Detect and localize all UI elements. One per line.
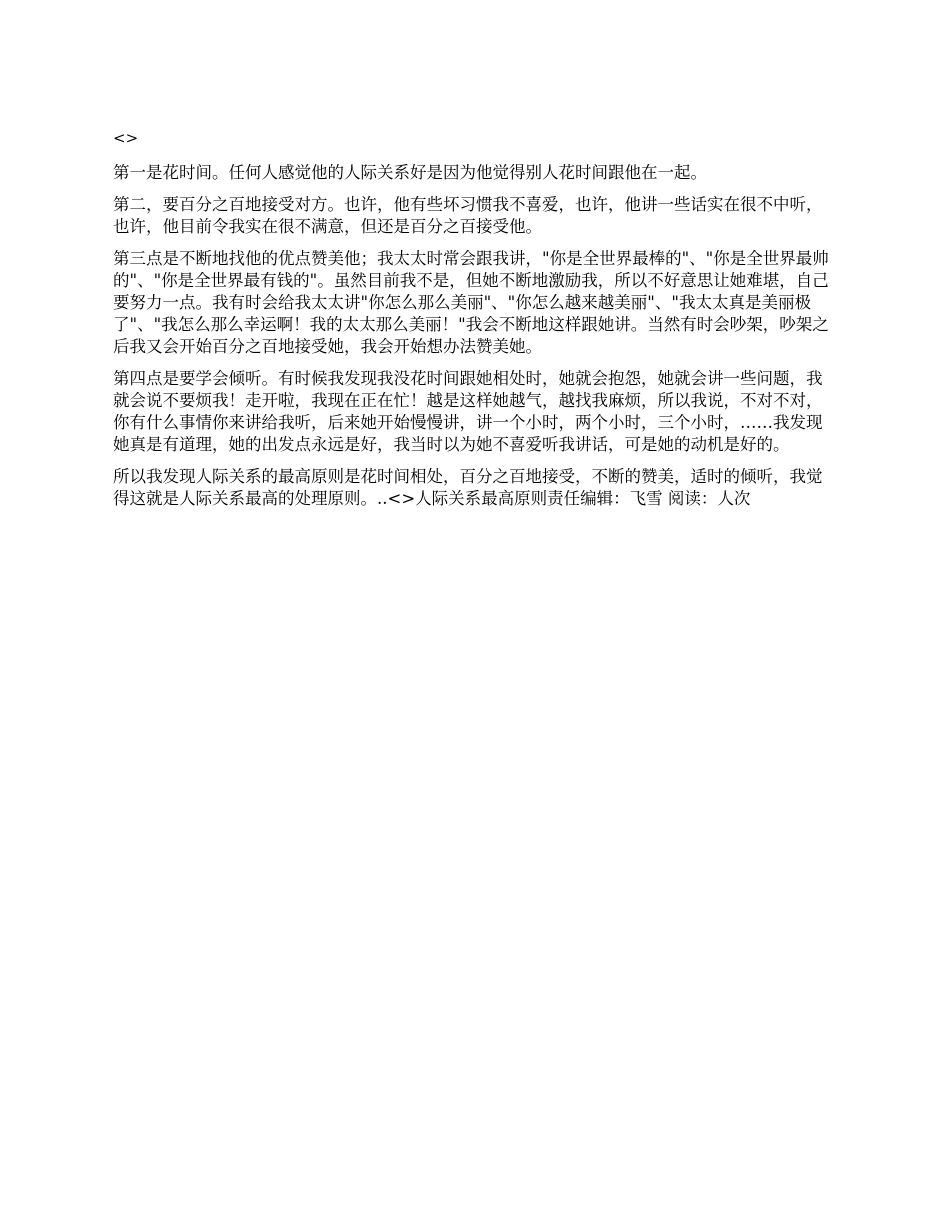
paragraph-5: 所以我发现人际关系的最高原则是花时间相处，百分之百地接受，不断的赞美，适时的倾听，我觉得这就是人际关系最高的处理原则。..<>人际关系最高原则责任编辑：飞雪 阅读：人次 (113, 467, 823, 508)
paragraph-4: 第四点是要学会倾听。有时候我发现我没花时间跟她相处时，她就会抱怨，她就会讲一些问题，我就会说不要烦我！走开啦，我现在正在忙！越是这样她越气，越找我麻烦，所以我说，不对不对，你有什么事情你来讲给我听，后来她开始慢慢讲，讲一个小时，两个小时，三个小时，……我发现她真是有道理，她的出发点永远是好，我当时以为她不喜爱听我讲话，可是她的动机是好的。 (113, 369, 823, 454)
document-marker: <> (113, 129, 139, 147)
paragraph-3: 第三点是不断地找他的优点赞美他；我太太时常会跟我讲，"你是全世界最棒的"、"你是全世界最帅的"、"你是全世界最有钱的"。虽然目前我不是，但她不断地激励我，所以不好意思让她难堪，自己要努力一点。我有时会给我太太讲"你怎么那么美丽"、"你怎么越来越美丽"、"我太太真是美丽极了"、"我怎么那么幸运啊！我的太太那么美丽！"我会不断地这样跟她讲。当然有时会吵架，吵架之后我又会开始百分之百地接受她，我会开始想办法赞美她。 (113, 249, 829, 356)
paragraph-1: 第一是花时间。任何人感觉他的人际关系好是因为他觉得别人花时间跟他在一起。 (113, 163, 707, 182)
paragraph-2: 第二，要百分之百地接受对方。也许，他有些坏习惯我不喜爱，也许，他讲一些话实在很不中听，也许，他目前令我实在很不满意，但还是百分之百接受他。 (113, 195, 823, 236)
